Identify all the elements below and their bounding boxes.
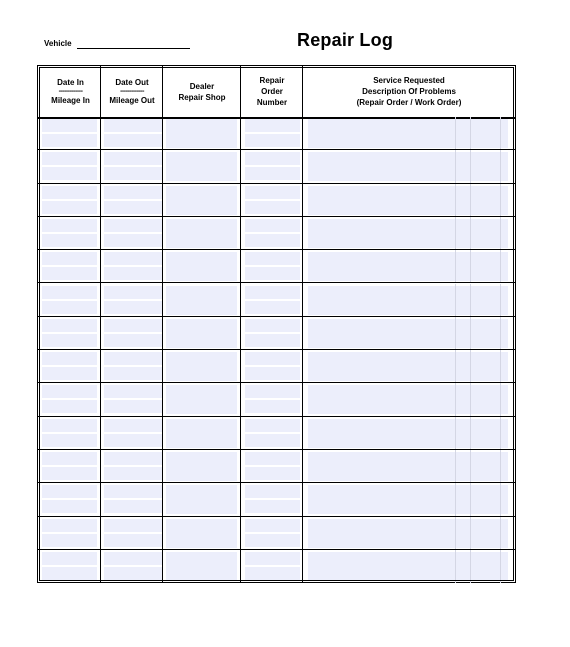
repair-order-number-field[interactable] [245, 167, 300, 180]
table-row [38, 450, 515, 483]
repair-order-number-field[interactable] [245, 452, 300, 465]
service-subdivider [470, 383, 471, 415]
dealer-repair-shop-field[interactable] [166, 252, 237, 281]
date-in-field[interactable] [42, 485, 97, 498]
repair-order-number-field[interactable] [245, 419, 300, 432]
mileage-in-field[interactable] [42, 400, 97, 413]
dealer-repair-shop-field[interactable] [166, 319, 237, 348]
service-subdivider [455, 217, 456, 249]
service-subdivider [455, 517, 456, 549]
date-in-field[interactable] [42, 385, 97, 398]
mileage-in-field[interactable] [42, 567, 97, 580]
service-requested-field[interactable] [308, 286, 508, 315]
service-subdivider [500, 117, 501, 149]
header-repair-order: Repair Order Number [256, 76, 288, 107]
service-subdivider [470, 483, 471, 515]
mileage-in-field[interactable] [42, 534, 97, 547]
repair-order-number-field[interactable] [245, 319, 300, 332]
dealer-repair-shop-field[interactable] [166, 119, 237, 148]
date-out-field[interactable] [104, 552, 162, 565]
date-in-field[interactable] [42, 519, 97, 532]
table-row [38, 317, 515, 350]
service-subdivider [470, 450, 471, 482]
table-row [38, 284, 515, 317]
repair-order-number-field[interactable] [245, 152, 300, 165]
service-subdivider [500, 550, 501, 583]
vehicle-input-line[interactable] [77, 38, 190, 49]
table-row [38, 350, 515, 383]
date-in-field[interactable] [42, 252, 97, 265]
repair-order-number-field[interactable] [245, 134, 300, 147]
dealer-repair-shop-field[interactable] [166, 152, 237, 181]
service-subdivider [500, 350, 501, 382]
dealer-repair-shop-field[interactable] [166, 419, 237, 448]
mileage-in-field[interactable] [42, 234, 97, 247]
dealer-repair-shop-field[interactable] [166, 352, 237, 381]
date-in-field[interactable] [42, 186, 97, 199]
header-date-out: Date Out ------------- Mileage Out [109, 78, 155, 105]
service-requested-field[interactable] [308, 419, 508, 448]
service-subdivider [500, 217, 501, 249]
mileage-out-field[interactable] [104, 134, 162, 147]
header-dealer: Dealer Repair Shop [178, 81, 226, 102]
service-subdivider [455, 450, 456, 482]
mileage-out-field[interactable] [104, 467, 162, 480]
repair-order-number-field[interactable] [245, 352, 300, 365]
mileage-in-field[interactable] [42, 367, 97, 380]
service-requested-field[interactable] [308, 186, 508, 215]
service-subdivider [455, 317, 456, 349]
dealer-repair-shop-field[interactable] [166, 186, 237, 215]
repair-order-number-field[interactable] [245, 267, 300, 280]
table-row [38, 483, 515, 516]
service-subdivider [500, 417, 501, 449]
repair-order-number-field[interactable] [245, 485, 300, 498]
table-row [38, 250, 515, 283]
date-out-field[interactable] [104, 319, 162, 332]
date-out-field[interactable] [104, 485, 162, 498]
mileage-out-field[interactable] [104, 567, 162, 580]
repair-order-number-field[interactable] [245, 201, 300, 214]
service-subdivider [470, 117, 471, 149]
date-in-field[interactable] [42, 152, 97, 165]
mileage-in-field[interactable] [42, 167, 97, 180]
mileage-out-field[interactable] [104, 201, 162, 214]
date-out-field[interactable] [104, 119, 162, 132]
service-subdivider [500, 483, 501, 515]
mileage-out-field[interactable] [104, 234, 162, 247]
date-in-field[interactable] [42, 319, 97, 332]
table-row [38, 383, 515, 416]
repair-order-number-field[interactable] [245, 467, 300, 480]
table-row [38, 517, 515, 550]
date-out-field[interactable] [104, 519, 162, 532]
service-subdivider [455, 350, 456, 382]
service-requested-field[interactable] [308, 252, 508, 281]
service-requested-field[interactable] [308, 385, 508, 414]
repair-log-table [37, 65, 516, 583]
service-subdivider [455, 383, 456, 415]
service-subdivider [500, 184, 501, 216]
table-row [38, 150, 515, 183]
mileage-out-field[interactable] [104, 267, 162, 280]
dealer-repair-shop-field[interactable] [166, 519, 237, 548]
date-out-field[interactable] [104, 219, 162, 232]
page-title: Repair Log [297, 30, 394, 50]
service-subdivider [500, 450, 501, 482]
table-header-row [38, 66, 515, 119]
service-subdivider [455, 184, 456, 216]
service-requested-field[interactable] [308, 452, 508, 481]
service-subdivider [470, 350, 471, 382]
repair-order-number-field[interactable] [245, 534, 300, 547]
service-subdivider [470, 250, 471, 282]
service-subdivider [455, 250, 456, 282]
repair-order-number-field[interactable] [245, 252, 300, 265]
service-subdivider [455, 483, 456, 515]
service-subdivider [470, 217, 471, 249]
mileage-out-field[interactable] [104, 367, 162, 380]
service-requested-field[interactable] [308, 485, 508, 514]
date-in-field[interactable] [42, 119, 97, 132]
header-service: Service Requested Description Of Problems (Repair Order / Work Order) [356, 76, 462, 107]
service-subdivider [470, 550, 471, 583]
date-out-field[interactable] [104, 252, 162, 265]
service-subdivider [500, 517, 501, 549]
service-subdivider [500, 317, 501, 349]
date-in-field[interactable] [42, 219, 97, 232]
dealer-repair-shop-field[interactable] [166, 219, 237, 248]
service-subdivider [500, 150, 501, 182]
date-out-field[interactable] [104, 452, 162, 465]
mileage-in-field[interactable] [42, 267, 97, 280]
service-subdivider [455, 284, 456, 316]
dealer-repair-shop-field[interactable] [166, 552, 237, 581]
repair-order-number-field[interactable] [245, 219, 300, 232]
service-subdivider [470, 150, 471, 182]
mileage-out-field[interactable] [104, 500, 162, 513]
service-subdivider [455, 550, 456, 583]
mileage-out-field[interactable] [104, 167, 162, 180]
dealer-repair-shop-field[interactable] [166, 286, 237, 315]
repair-order-number-field[interactable] [245, 500, 300, 513]
repair-order-number-field[interactable] [245, 400, 300, 413]
date-out-field[interactable] [104, 419, 162, 432]
mileage-in-field[interactable] [42, 134, 97, 147]
table-row [38, 117, 515, 150]
date-in-field[interactable] [42, 452, 97, 465]
mileage-in-field[interactable] [42, 334, 97, 347]
mileage-out-field[interactable] [104, 534, 162, 547]
service-requested-field[interactable] [308, 519, 508, 548]
service-subdivider [470, 317, 471, 349]
service-subdivider [500, 250, 501, 282]
table-row [38, 217, 515, 250]
mileage-in-field[interactable] [42, 500, 97, 513]
repair-order-number-field[interactable] [245, 301, 300, 314]
date-in-field[interactable] [42, 286, 97, 299]
service-subdivider [500, 284, 501, 316]
repair-order-number-field[interactable] [245, 552, 300, 565]
service-subdivider [455, 150, 456, 182]
date-out-field[interactable] [104, 385, 162, 398]
service-subdivider [455, 417, 456, 449]
mileage-out-field[interactable] [104, 301, 162, 314]
date-in-field[interactable] [42, 419, 97, 432]
repair-order-number-field[interactable] [245, 334, 300, 347]
date-out-field[interactable] [104, 186, 162, 199]
date-in-field[interactable] [42, 552, 97, 565]
mileage-in-field[interactable] [42, 467, 97, 480]
service-subdivider [500, 383, 501, 415]
service-subdivider [470, 184, 471, 216]
repair-order-number-field[interactable] [245, 286, 300, 299]
mileage-in-field[interactable] [42, 201, 97, 214]
repair-order-number-field[interactable] [245, 434, 300, 447]
service-requested-field[interactable] [308, 352, 508, 381]
date-in-field[interactable] [42, 352, 97, 365]
service-requested-field[interactable] [308, 319, 508, 348]
service-subdivider [455, 117, 456, 149]
repair-order-number-field[interactable] [245, 519, 300, 532]
vehicle-label: Vehicle [44, 39, 72, 48]
service-subdivider [470, 284, 471, 316]
repair-order-number-field[interactable] [245, 186, 300, 199]
repair-order-number-field[interactable] [245, 119, 300, 132]
dealer-repair-shop-field[interactable] [166, 452, 237, 481]
date-out-field[interactable] [104, 286, 162, 299]
table-row [38, 550, 515, 583]
table-row [38, 417, 515, 450]
service-requested-field[interactable] [308, 152, 508, 181]
table-row [38, 184, 515, 217]
service-subdivider [470, 417, 471, 449]
repair-order-number-field[interactable] [245, 385, 300, 398]
dealer-repair-shop-field[interactable] [166, 485, 237, 514]
mileage-out-field[interactable] [104, 400, 162, 413]
repair-order-number-field[interactable] [245, 367, 300, 380]
header-date-in: Date In ------------- Mileage In [51, 78, 90, 105]
dealer-repair-shop-field[interactable] [166, 385, 237, 414]
service-requested-field[interactable] [308, 552, 508, 581]
mileage-out-field[interactable] [104, 334, 162, 347]
mileage-in-field[interactable] [42, 301, 97, 314]
service-requested-field[interactable] [308, 119, 508, 148]
date-out-field[interactable] [104, 352, 162, 365]
service-requested-field[interactable] [308, 219, 508, 248]
mileage-out-field[interactable] [104, 434, 162, 447]
mileage-in-field[interactable] [42, 434, 97, 447]
date-out-field[interactable] [104, 152, 162, 165]
service-subdivider [470, 517, 471, 549]
table-body [38, 117, 515, 582]
repair-order-number-field[interactable] [245, 234, 300, 247]
repair-order-number-field[interactable] [245, 567, 300, 580]
